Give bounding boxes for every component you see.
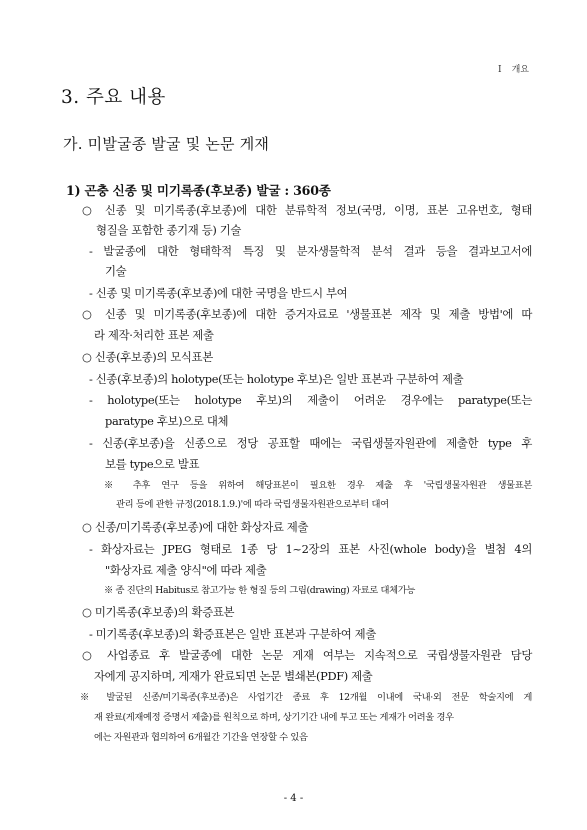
body-line: 자에게 공지하며, 게재가 완료되면 논문 별쇄본(PDF) 제출 [94, 669, 373, 683]
item-title: 1) 곤충 신종 및 미기록종(후보종) 발굴 : 360종 [66, 183, 331, 198]
body-line: ○ 사업종료 후 발굴종에 대한 논문 게재 여부는 지속적으로 국립생물자원관 담당 [82, 648, 532, 662]
note-line: ※ 발굴된 신종/미기록종(후보종)은 사업기간 종료 후 12개월 이내에 국내·외 전문 학술지에 게 [80, 692, 532, 703]
body-line: ○ 신종 및 미기록종(후보종)에 대한 분류학적 정보(국명, 이명, 표본 고유번호, 형태 [82, 203, 532, 217]
body-line: 라 제작·처리한 표본 제출 [94, 328, 214, 342]
note-line: ※ 종 진단의 Habitus로 참고가능 한 형질 등의 그림(drawing) 자료로 대체가능 [104, 585, 416, 596]
body-line: ○ 미기록종(후보종)의 확증표본 [82, 605, 235, 619]
note-line: 재 완료(게재예정 증명서 제출)를 원칙으로 하며, 상기기간 내에 투고 또는 게재가 어려울 경우 [94, 712, 454, 723]
section-title: 3. 주요 내용 [61, 87, 166, 108]
running-header [498, 62, 529, 75]
page-number: - 4 - [283, 793, 304, 804]
chapter-name: 개요 [511, 65, 529, 75]
body-line: ○ 신종/미기록종(후보종)에 대한 화상자료 제출 [82, 520, 309, 534]
body-line: 기술 [105, 264, 127, 278]
body-line: - 신종(후보종)을 신종으로 정당 공표할 때에는 국립생물자원관에 제출한 type 후 [89, 436, 532, 450]
body-line: paratype 후보)으로 대체 [105, 414, 229, 428]
body-line: 보를 type으로 발표 [105, 457, 200, 471]
subsection-title: 가. 미발굴종 발굴 및 논문 게재 [63, 135, 270, 153]
body-line: 형질을 포함한 종기재 등) 기술 [96, 223, 242, 237]
body-line: ○ 신종(후보종)의 모식표본 [82, 350, 213, 364]
body-line: - 신종(후보종)의 holotype(또는 holotype 후보)은 일반 표본과 구분하여 제출 [89, 372, 464, 386]
body-line: - holotype(또는 holotype 후보)의 제출이 어려운 경우에는 paratype(또는 [89, 393, 532, 407]
chapter-numeral: Ⅰ [498, 65, 502, 75]
body-line: - 미기록종(후보종)의 확증표본은 일반 표본과 구분하여 제출 [89, 627, 376, 641]
note-line: 에는 자원관과 협의하여 6개월간 기간을 연장할 수 있음 [94, 732, 308, 743]
body-line: "화상자료 제출 양식"에 따라 제출 [105, 563, 267, 577]
body-line: - 화상자료는 JPEG 형태로 1종 당 1~2장의 표본 사진(whole body)을 별첨 4의 [89, 542, 532, 556]
note-line: ※ 추후 연구 등을 위하여 해당표본이 필요한 경우 제출 후 '국립생물자원관 생물표본 [104, 480, 532, 491]
body-line: ○ 신종 및 미기록종(후보종)에 대한 증거자료로 '생물표본 제작 및 제출 방법'에 따 [82, 307, 532, 321]
note-line: 관리 등에 관한 규정(2018.1.9.)'에 따라 국립생물자원관으로부터 대여 [116, 499, 389, 510]
body-line: - 신종 및 미기록종(후보종)에 대한 국명을 반드시 부여 [89, 286, 348, 300]
body-line: - 발굴종에 대한 형태학적 특징 및 분자생물학적 분석 결과 등을 결과보고서에 [89, 244, 532, 258]
